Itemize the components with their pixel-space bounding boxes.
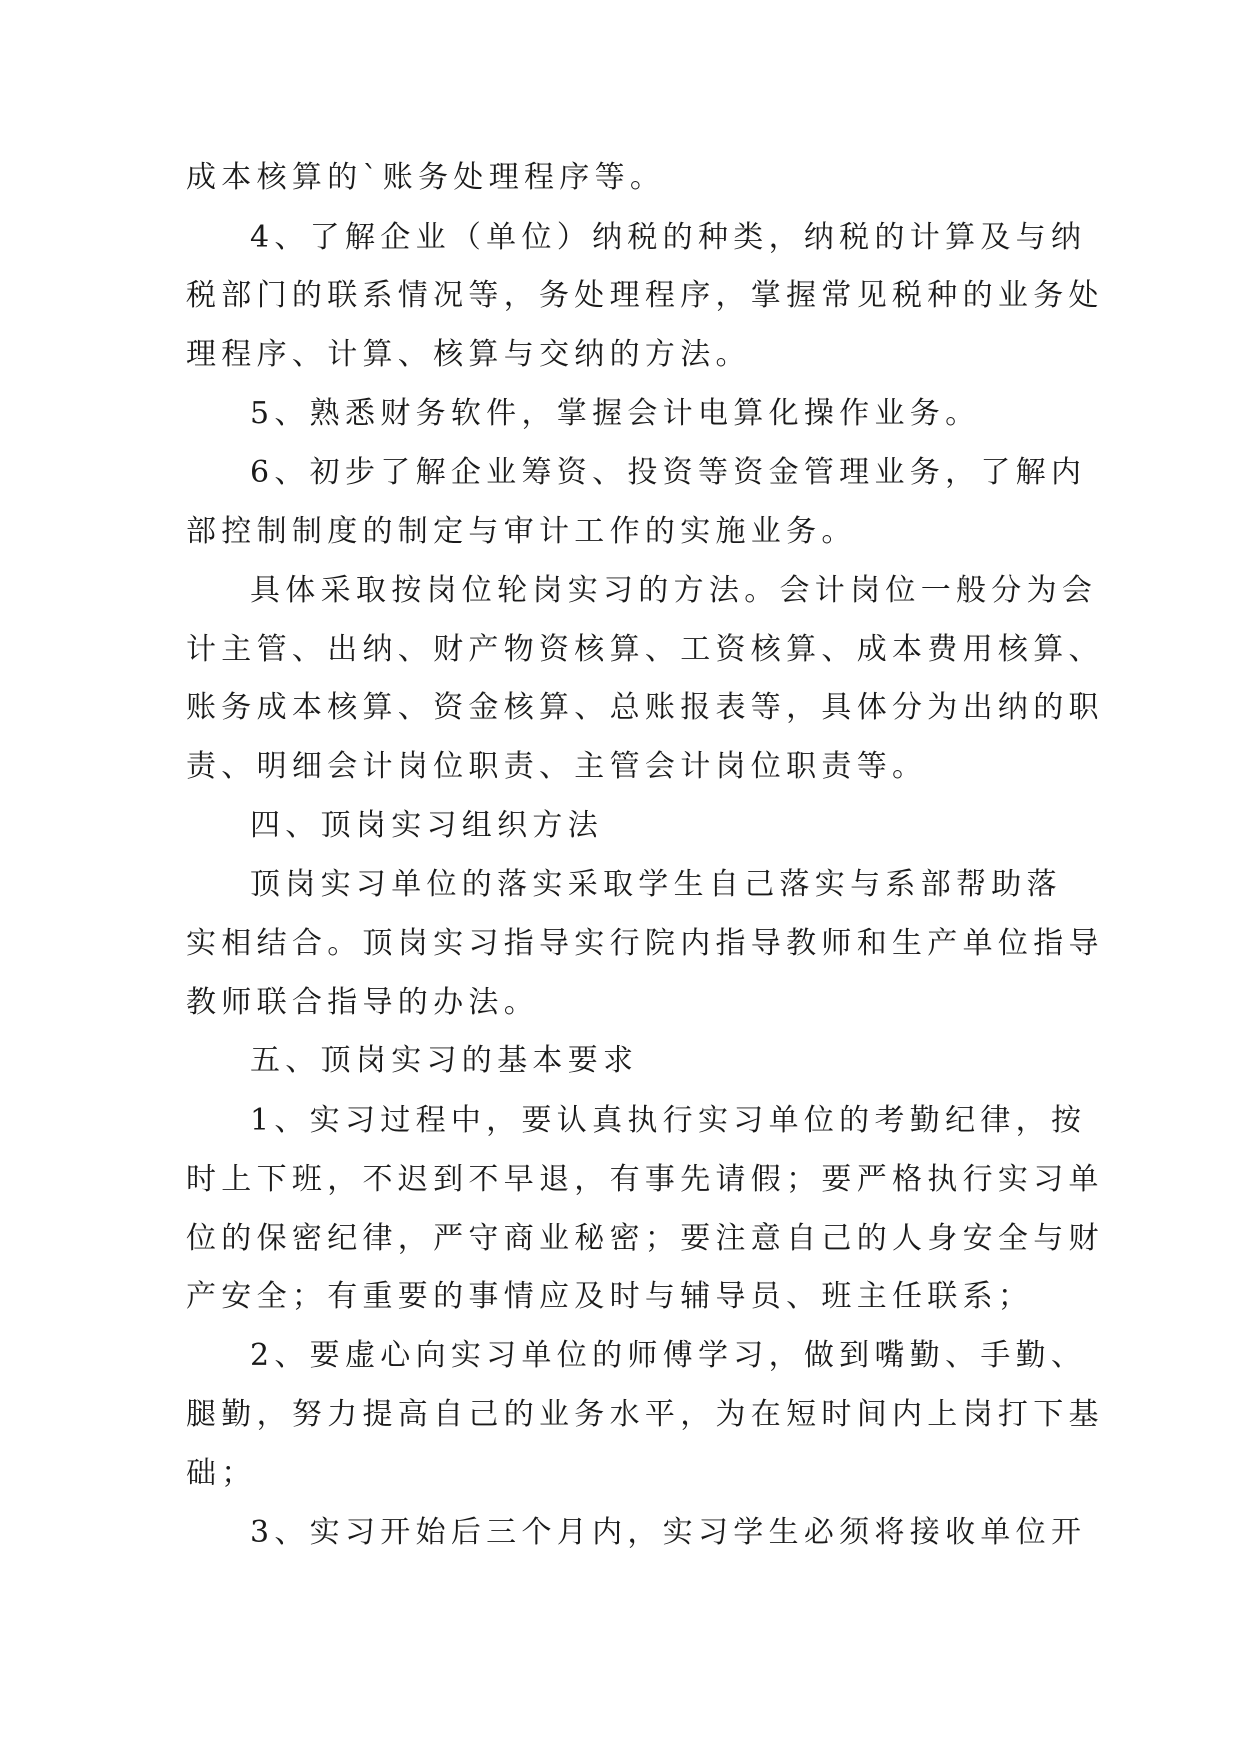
text-line-7: 部控制制度的制定与审计工作的实施业务。	[186, 514, 857, 549]
text-line-8: 具体采取按岗位轮岗实习的方法。会计岗位一般分为会	[250, 573, 1098, 608]
text-line-21: 2、要虚心向实习单位的师傅学习，做到嘴勤、手勤、	[250, 1338, 1087, 1373]
text-line-10: 账务成本核算、资金核算、总账报表等，具体分为出纳的职	[186, 690, 1104, 725]
text-line-22: 腿勤，努力提高自己的业务水平，为在短时间内上岗打下基	[186, 1397, 1104, 1432]
text-line-11: 责、明细会计岗位职责、主管会计岗位职责等。	[186, 749, 928, 784]
section-heading-4: 四、顶岗实习组织方法	[250, 808, 603, 843]
text-line-3: 税部门的联系情况等，务处理程序，掌握常见税种的业务处	[186, 278, 1104, 313]
text-line-18: 时上下班，不迟到不早退，有事先请假；要严格执行实习单	[186, 1162, 1104, 1197]
text-line-6: 6、初步了解企业筹资、投资等资金管理业务，了解内	[250, 455, 1087, 490]
text-line-20: 产安全；有重要的事情应及时与辅导员、班主任联系；	[186, 1279, 1034, 1314]
text-line-17: 1、实习过程中，要认真执行实习单位的考勤纪律，按	[250, 1103, 1087, 1138]
text-line-24: 3、实习开始后三个月内，实习学生必须将接收单位开	[250, 1515, 1087, 1550]
text-line-13: 顶岗实习单位的落实采取学生自己落实与系部帮助落	[250, 867, 1062, 902]
text-line-23: 础；	[186, 1456, 257, 1491]
text-line-15: 教师联合指导的办法。	[186, 985, 539, 1020]
section-heading-5: 五、顶岗实习的基本要求	[250, 1043, 639, 1078]
text-line-14: 实相结合。顶岗实习指导实行院内指导教师和生产单位指导	[186, 926, 1104, 961]
text-line-19: 位的保密纪律，严守商业秘密；要注意自己的人身安全与财	[186, 1221, 1104, 1256]
text-line-5: 5、熟悉财务软件，掌握会计电算化操作业务。	[250, 396, 981, 431]
text-line-9: 计主管、出纳、财产物资核算、工资核算、成本费用核算、	[186, 632, 1104, 667]
text-line-4: 理程序、计算、核算与交纳的方法。	[186, 337, 751, 372]
text-line-2: 4、了解企业（单位）纳税的种类，纳税的计算及与纳	[250, 220, 1087, 255]
text-line-1: 成本核算的`账务处理程序等。	[186, 160, 666, 195]
